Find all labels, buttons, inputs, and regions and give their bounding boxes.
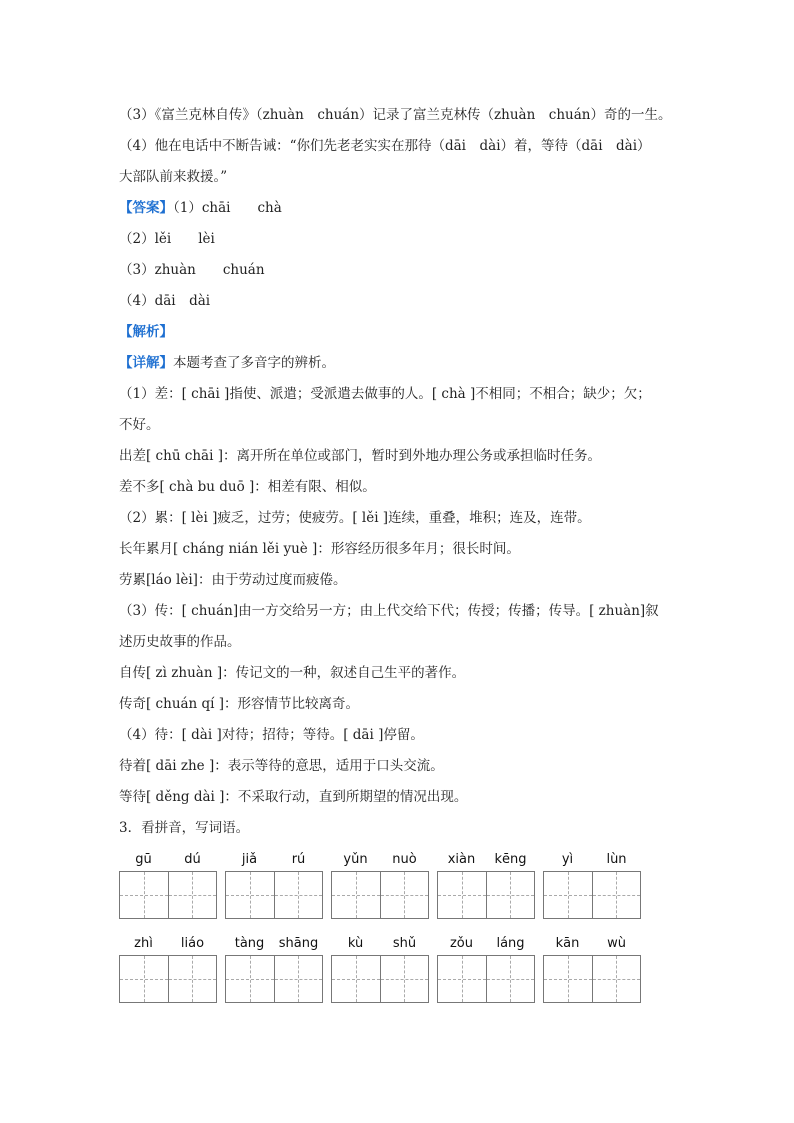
pinyin-syllable: kān: [555, 936, 580, 951]
writing-box[interactable]: [274, 956, 322, 1002]
writing-boxes: [225, 871, 323, 919]
writing-boxes: [331, 871, 429, 919]
writing-boxes: [543, 955, 641, 1003]
pinyin-label: [331, 934, 429, 955]
writing-boxes: [543, 871, 641, 919]
pinyin-writing-grids: [119, 850, 679, 1018]
writing-box[interactable]: [438, 956, 486, 1002]
pinyin-word: [331, 934, 429, 1003]
writing-box[interactable]: [168, 872, 216, 918]
writing-boxes: [331, 955, 429, 1003]
pinyin-syllable: dú: [184, 852, 201, 867]
pinyin-label: [225, 850, 323, 871]
pinyin-syllable: kù: [347, 936, 364, 951]
explain-line: 述历史故事的作品。: [119, 634, 241, 650]
grid-row: [119, 934, 679, 1018]
writing-box[interactable]: [120, 956, 168, 1002]
document-body: [119, 100, 679, 844]
writing-box[interactable]: [332, 956, 380, 1002]
pinyin-word: [543, 850, 641, 919]
explain-line: 待着[ dāi zhe ]：表示等待的意思，适用于口头交流。: [119, 758, 444, 774]
writing-box[interactable]: [168, 956, 216, 1002]
writing-box[interactable]: [226, 956, 274, 1002]
pinyin-word: [331, 850, 429, 919]
answer-tag: 【答案】: [119, 200, 173, 216]
pinyin-syllable: zǒu: [449, 936, 474, 951]
pinyin-label: [543, 850, 641, 871]
writing-box[interactable]: [544, 956, 592, 1002]
pinyin-syllable: liáo: [180, 936, 205, 951]
analysis-heading: [119, 317, 679, 348]
pinyin-word: [225, 850, 323, 919]
pinyin-label: [225, 934, 323, 955]
explain-line: （1）差：[ chāi ]指使、派遣；受派遣去做事的人。[ chà ]不相同；不相合；缺少；欠；: [119, 386, 651, 402]
pinyin-label: [119, 934, 217, 955]
explain-line: 不好。: [119, 417, 160, 433]
pinyin-word: [119, 934, 217, 1003]
writing-box[interactable]: [544, 872, 592, 918]
writing-box[interactable]: [274, 872, 322, 918]
explain-line: 长年累月[ cháng nián lěi yuè ]：形容经历很多年月；很长时间。: [119, 541, 520, 557]
explain-line: （4）待：[ dài ]对待；招待；等待。[ dāi ]停留。: [119, 727, 424, 743]
writing-boxes: [437, 871, 535, 919]
writing-box[interactable]: [380, 872, 428, 918]
pinyin-syllable: yì: [561, 852, 574, 867]
pinyin-syllable: xiàn: [447, 852, 476, 867]
analysis-tag: 【解析】: [119, 324, 173, 340]
detail-tag: 【详解】: [119, 355, 173, 371]
pinyin-syllable: shāng: [278, 936, 319, 951]
writing-boxes: [437, 955, 535, 1003]
question-3-heading: 3．看拼音，写词语。: [119, 820, 250, 836]
pinyin-syllable: wù: [607, 936, 626, 951]
pinyin-syllable: gū: [135, 852, 152, 867]
pinyin-syllable: kēng: [494, 852, 527, 867]
answer-line-3: （3）zhuàn chuán: [119, 262, 265, 278]
pinyin-label: [437, 934, 535, 955]
explain-line: 出差[ chū chāi ]：离开所在单位或部门，暂时到外地办理公务或承担临时任务。: [119, 448, 601, 464]
writing-box[interactable]: [438, 872, 486, 918]
explain-line: （2）累：[ lèi ]疲乏，过劳；使疲劳。[ lěi ]连续，重叠，堆积；连及，连带。: [119, 510, 591, 526]
pinyin-label: [543, 934, 641, 955]
writing-box[interactable]: [592, 956, 640, 1002]
pinyin-syllable: yǔn: [343, 852, 368, 867]
answer-line-1: 【答案】（1）chāi chà: [119, 200, 282, 216]
explain-line: 传奇[ chuán qí ]：形容情节比较离奇。: [119, 696, 360, 712]
pinyin-syllable: láng: [496, 936, 525, 951]
pinyin-syllable: jiǎ: [241, 852, 258, 867]
pinyin-syllable: nuò: [392, 852, 417, 867]
answer-line-2: （2）lěi lèi: [119, 231, 215, 247]
pinyin-label: [331, 850, 429, 871]
answer-line-4: （4）dāi dài: [119, 293, 211, 309]
explain-line: （3）传：[ chuán]由一方交给另一方；由上代交给下代；传授；传播；传导。[ zhuàn]叙: [119, 603, 659, 619]
explain-line: 等待[ děng dài ]：不采取行动，直到所期望的情况出现。: [119, 789, 468, 805]
writing-box[interactable]: [380, 956, 428, 1002]
pinyin-syllable: lùn: [606, 852, 627, 867]
detail-line: 【详解】本题考查了多音字的辨析。: [119, 355, 335, 371]
writing-box[interactable]: [120, 872, 168, 918]
writing-box[interactable]: [486, 956, 534, 1002]
pinyin-word: [225, 934, 323, 1003]
pinyin-word: [437, 934, 535, 1003]
explain-line: 劳累[láo lèi]：由于劳动过度而疲倦。: [119, 572, 347, 588]
pinyin-word: [437, 850, 535, 919]
pinyin-label: [437, 850, 535, 871]
writing-box[interactable]: [592, 872, 640, 918]
pinyin-syllable: rú: [291, 852, 306, 867]
pinyin-syllable: shǔ: [392, 936, 417, 951]
explain-line: 自传[ zì zhuàn ]：传记文的一种，叙述自己生平的著作。: [119, 665, 466, 681]
pinyin-syllable: tàng: [234, 936, 265, 951]
writing-box[interactable]: [226, 872, 274, 918]
writing-boxes: [225, 955, 323, 1003]
question-4-line-cont: 大部队前来救援。”: [119, 169, 228, 185]
question-3-line: （3）《富兰克林自传》（zhuàn chuán）记录了富兰克林传（zhuàn chuán）奇的一生。: [119, 107, 672, 123]
question-4-line: （4）他在电话中不断告诫：“你们先老老实实在那待（dāi dài）着，等待（dāi dài）: [119, 138, 651, 154]
pinyin-word: [543, 934, 641, 1003]
writing-box[interactable]: [332, 872, 380, 918]
explain-line: 差不多[ chà bu duō ]：相差有限、相似。: [119, 479, 376, 495]
pinyin-word: [119, 850, 217, 919]
writing-box[interactable]: [486, 872, 534, 918]
grid-row: [119, 850, 679, 934]
writing-boxes: [119, 955, 217, 1003]
pinyin-label: [119, 850, 217, 871]
writing-boxes: [119, 871, 217, 919]
pinyin-syllable: zhì: [134, 936, 153, 951]
